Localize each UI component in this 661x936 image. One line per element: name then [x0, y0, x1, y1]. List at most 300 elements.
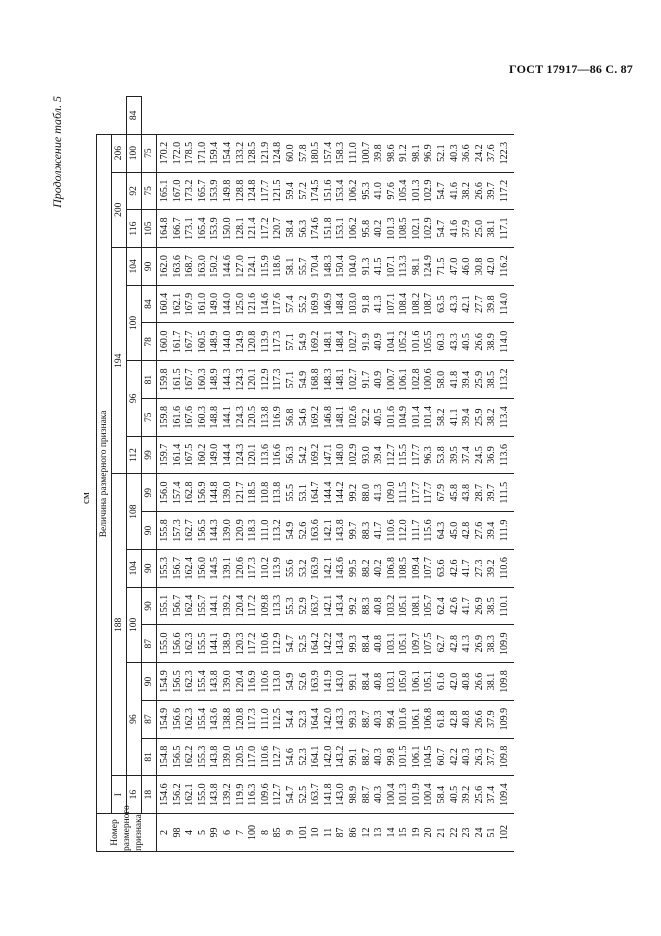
row-number: 23 — [461, 814, 474, 852]
value-cell: 36.9 — [486, 436, 499, 474]
value-cell: 109.8 — [260, 587, 273, 625]
row-number: 100 — [247, 814, 260, 852]
value-cell: 107.1 — [386, 247, 399, 285]
value-cell: 39.2 — [486, 549, 499, 587]
value-cell: 110.6 — [260, 738, 273, 776]
value-cell: 41.5 — [373, 247, 386, 285]
value-cell: 40.8 — [461, 663, 474, 701]
value-cell: 120.6 — [235, 549, 248, 587]
value-cell: 156.6 — [172, 700, 185, 738]
h3-cell: 75 — [142, 134, 157, 172]
value-cell: 42.2 — [449, 738, 462, 776]
value-cell: 40.3 — [373, 776, 386, 814]
value-cell: 112.0 — [398, 512, 411, 550]
value-cell: 162.3 — [184, 625, 197, 663]
value-cell: 88.2 — [361, 549, 374, 587]
row-number: 11 — [323, 814, 336, 852]
value-cell: 108.4 — [398, 285, 411, 323]
value-cell: 173.1 — [184, 210, 197, 248]
value-cell: 109.9 — [499, 700, 514, 738]
value-cell: 100.7 — [361, 134, 374, 172]
value-cell: 117.2 — [247, 587, 260, 625]
h1-cell: 206 — [112, 134, 127, 172]
value-cell: 43.8 — [461, 474, 474, 512]
value-cell: 169.2 — [310, 398, 323, 436]
value-cell: 96.3 — [423, 436, 436, 474]
value-cell: 42.6 — [449, 549, 462, 587]
value-cell: 164.8 — [157, 210, 172, 248]
row-number: 22 — [449, 814, 462, 852]
value-cell: 117.6 — [272, 285, 285, 323]
value-cell: 143.3 — [335, 700, 348, 738]
value-cell: 122.3 — [499, 134, 514, 172]
table-row — [386, 97, 399, 852]
value-cell: 163.6 — [172, 247, 185, 285]
value-cell: 154.4 — [222, 134, 235, 172]
value-cell: 52.1 — [436, 134, 449, 172]
row-number: 7 — [235, 814, 248, 852]
value-cell: 138.9 — [222, 625, 235, 663]
value-cell: 151.6 — [323, 172, 336, 210]
value-cell: 109.4 — [411, 549, 424, 587]
value-cell: 116.2 — [499, 247, 514, 285]
value-cell: 139.2 — [222, 587, 235, 625]
value-cell: 106.1 — [411, 663, 424, 701]
value-cell: 143.6 — [335, 549, 348, 587]
value-cell: 102.8 — [411, 361, 424, 399]
value-cell: 162.0 — [157, 247, 172, 285]
value-cell: 38.9 — [486, 323, 499, 361]
value-cell: 25.9 — [474, 361, 487, 399]
value-cell: 57.4 — [285, 285, 298, 323]
value-cell: 161.6 — [172, 398, 185, 436]
value-cell: 109.0 — [386, 474, 399, 512]
value-cell: 99.2 — [348, 474, 361, 512]
value-cell: 120.9 — [235, 512, 248, 550]
value-cell: 103.1 — [386, 625, 399, 663]
h3-cell: 87 — [142, 700, 157, 738]
value-cell: 25.6 — [474, 776, 487, 814]
value-cell: 40.5 — [461, 323, 474, 361]
value-cell: 37.9 — [461, 210, 474, 248]
value-cell: 151.8 — [323, 210, 336, 248]
value-cell: 156.5 — [172, 663, 185, 701]
value-cell: 155.3 — [197, 738, 210, 776]
row-number: 20 — [423, 814, 436, 852]
value-cell: 101.6 — [411, 323, 424, 361]
value-cell: 124.8 — [247, 172, 260, 210]
value-cell: 112.9 — [260, 361, 273, 399]
value-cell: 101.3 — [398, 776, 411, 814]
value-cell: 108.5 — [398, 549, 411, 587]
value-cell: 144.0 — [222, 285, 235, 323]
value-cell: 111.9 — [499, 512, 514, 550]
table-row — [310, 97, 323, 852]
value-cell: 139.0 — [222, 512, 235, 550]
value-cell: 37.7 — [486, 738, 499, 776]
value-cell: 88.3 — [361, 587, 374, 625]
table-row — [398, 97, 411, 852]
value-cell: 56.3 — [285, 436, 298, 474]
unit-label: см — [80, 492, 92, 504]
value-cell: 119.9 — [235, 776, 248, 814]
value-cell: 162.8 — [184, 474, 197, 512]
value-cell: 54.2 — [298, 436, 311, 474]
value-cell: 98.1 — [411, 247, 424, 285]
value-cell: 159.4 — [209, 134, 222, 172]
value-cell: 113.0 — [272, 663, 285, 701]
value-cell: 43.3 — [449, 285, 462, 323]
row-number: 5 — [197, 814, 210, 852]
value-cell: 153.9 — [209, 172, 222, 210]
value-cell: 67.9 — [436, 474, 449, 512]
value-cell: 117.7 — [411, 436, 424, 474]
value-cell: 144.4 — [222, 436, 235, 474]
table-row — [436, 97, 449, 852]
value-cell: 42.0 — [486, 247, 499, 285]
value-cell: 156.5 — [197, 512, 210, 550]
value-cell: 58.2 — [436, 398, 449, 436]
value-cell: 41.7 — [461, 587, 474, 625]
value-cell: 124.3 — [235, 398, 248, 436]
value-cell: 102.9 — [423, 210, 436, 248]
value-cell: 107.7 — [423, 549, 436, 587]
value-cell: 157.3 — [172, 512, 185, 550]
value-cell: 117.7 — [411, 474, 424, 512]
value-cell: 161.7 — [172, 323, 185, 361]
h3-cell: 90 — [142, 587, 157, 625]
value-cell: 102.9 — [423, 172, 436, 210]
value-cell: 141.8 — [323, 776, 336, 814]
value-cell: 108.5 — [398, 210, 411, 248]
value-cell: 111.0 — [348, 134, 361, 172]
value-cell: 113.9 — [260, 323, 273, 361]
row-number: 19 — [411, 814, 424, 852]
value-cell: 139.0 — [222, 738, 235, 776]
value-cell: 168.8 — [310, 361, 323, 399]
value-cell: 103.1 — [386, 663, 399, 701]
value-cell: 153.4 — [335, 172, 348, 210]
value-cell: 142.1 — [323, 587, 336, 625]
value-cell: 144.8 — [209, 474, 222, 512]
value-cell: 53.1 — [298, 474, 311, 512]
value-cell: 99.7 — [348, 512, 361, 550]
value-cell: 164.2 — [310, 625, 323, 663]
value-cell: 124.3 — [235, 436, 248, 474]
value-cell: 58.0 — [436, 361, 449, 399]
value-cell: 121.7 — [235, 474, 248, 512]
h2-cell: 108 — [127, 474, 142, 549]
h3-cell: 90 — [142, 512, 157, 550]
value-cell: 117.2 — [247, 625, 260, 663]
value-cell: 113.6 — [499, 436, 514, 474]
table-row — [486, 97, 499, 852]
value-cell: 40.8 — [373, 663, 386, 701]
value-cell: 120.1 — [247, 361, 260, 399]
value-cell: 26.3 — [474, 738, 487, 776]
value-cell: 60.7 — [436, 738, 449, 776]
value-cell: 45.0 — [449, 512, 462, 550]
value-cell: 24.2 — [474, 134, 487, 172]
value-cell: 111.5 — [499, 474, 514, 512]
value-cell: 148.4 — [335, 285, 348, 323]
value-cell: 42.6 — [449, 587, 462, 625]
value-cell: 109.8 — [499, 738, 514, 776]
value-cell: 144.1 — [209, 587, 222, 625]
value-cell: 54.9 — [285, 663, 298, 701]
value-cell: 121.9 — [260, 134, 273, 172]
value-cell: 98.6 — [386, 134, 399, 172]
value-cell: 120.7 — [272, 210, 285, 248]
value-cell: 91.2 — [398, 134, 411, 172]
value-cell: 40.3 — [461, 738, 474, 776]
value-cell: 111.0 — [260, 700, 273, 738]
value-cell: 26.6 — [474, 700, 487, 738]
value-cell: 30.8 — [474, 247, 487, 285]
h3-cell: 75 — [142, 172, 157, 210]
value-cell: 125.0 — [235, 285, 248, 323]
value-cell: 120.1 — [247, 436, 260, 474]
value-cell: 158.3 — [335, 134, 348, 172]
value-cell: 58.4 — [285, 210, 298, 248]
value-cell: 160.4 — [157, 285, 172, 323]
value-cell: 101.3 — [411, 172, 424, 210]
value-cell: 142.2 — [323, 625, 336, 663]
h3-cell: 105 — [142, 210, 157, 248]
value-cell: 155.7 — [197, 587, 210, 625]
table-row — [209, 97, 222, 852]
value-cell: 114.6 — [260, 285, 273, 323]
value-cell: 144.3 — [222, 361, 235, 399]
value-cell: 147.1 — [323, 436, 336, 474]
value-cell: 102.7 — [348, 361, 361, 399]
table-row — [461, 97, 474, 852]
value-cell: 164.4 — [310, 700, 323, 738]
value-cell: 39.4 — [486, 512, 499, 550]
value-cell: 101.6 — [398, 700, 411, 738]
value-cell: 139.2 — [222, 776, 235, 814]
value-cell: 128.1 — [235, 210, 248, 248]
value-cell: 112.5 — [272, 700, 285, 738]
rotated-table-container — [50, 92, 640, 852]
value-cell: 154.9 — [157, 700, 172, 738]
value-cell: 63.5 — [436, 285, 449, 323]
value-cell: 148.0 — [335, 436, 348, 474]
value-cell: 160.3 — [197, 398, 210, 436]
value-cell: 111.7 — [411, 512, 424, 550]
value-cell: 26.6 — [474, 663, 487, 701]
value-cell: 104.1 — [386, 323, 399, 361]
value-cell: 25.9 — [474, 398, 487, 436]
value-cell: 113.9 — [272, 549, 285, 587]
value-cell: 39.5 — [449, 436, 462, 474]
h2-cell: 84 — [127, 97, 142, 135]
value-cell: 156.0 — [197, 549, 210, 587]
value-cell: 91.9 — [361, 323, 374, 361]
table-row — [348, 97, 361, 852]
row-number: 86 — [348, 814, 361, 852]
value-cell: 41.0 — [373, 172, 386, 210]
value-cell: 114.0 — [499, 323, 514, 361]
row-number: 2 — [157, 814, 172, 852]
value-cell: 105.1 — [398, 625, 411, 663]
value-cell: 148.9 — [209, 361, 222, 399]
value-cell: 156.7 — [172, 549, 185, 587]
value-cell: 115.5 — [398, 436, 411, 474]
value-cell: 101.9 — [411, 776, 424, 814]
h3-cell: 81 — [142, 738, 157, 776]
value-cell: 58.1 — [285, 247, 298, 285]
value-cell: 113.3 — [272, 587, 285, 625]
value-cell: 150.4 — [335, 247, 348, 285]
value-cell: 91.8 — [361, 285, 374, 323]
value-cell: 162.3 — [184, 700, 197, 738]
table-row — [411, 97, 424, 852]
value-cell: 168.7 — [184, 247, 197, 285]
h1-cell: 188 — [112, 474, 127, 776]
value-cell: 124.3 — [235, 361, 248, 399]
h2-cell: 116 — [127, 210, 142, 248]
value-cell: 47.0 — [449, 247, 462, 285]
value-cell: 170.4 — [310, 247, 323, 285]
value-cell: 143.8 — [209, 738, 222, 776]
table-row — [373, 97, 386, 852]
value-cell: 142.1 — [323, 549, 336, 587]
value-cell: 159.8 — [157, 361, 172, 399]
value-cell: 39.7 — [486, 474, 499, 512]
value-cell: 166.7 — [172, 210, 185, 248]
value-cell: 41.8 — [449, 361, 462, 399]
value-cell: 120.5 — [247, 398, 260, 436]
value-cell: 121.5 — [272, 172, 285, 210]
table-row — [272, 97, 285, 852]
value-cell: 156.5 — [172, 738, 185, 776]
value-cell: 101.4 — [411, 398, 424, 436]
value-cell: 163.9 — [310, 663, 323, 701]
value-cell: 154.9 — [157, 663, 172, 701]
value-cell: 40.5 — [373, 398, 386, 436]
value-cell: 117.3 — [272, 323, 285, 361]
value-cell: 161.5 — [172, 361, 185, 399]
value-cell: 118.5 — [247, 474, 260, 512]
value-cell: 105.0 — [398, 663, 411, 701]
value-cell: 54.7 — [285, 625, 298, 663]
value-cell: 124.1 — [247, 247, 260, 285]
value-cell: 114.0 — [499, 285, 514, 323]
value-cell: 37.6 — [486, 134, 499, 172]
value-cell: 40.3 — [373, 700, 386, 738]
value-cell: 157.4 — [323, 134, 336, 172]
value-cell: 99.5 — [348, 549, 361, 587]
value-cell: 170.2 — [157, 134, 172, 172]
value-cell: 42.8 — [449, 625, 462, 663]
value-cell: 113.3 — [398, 247, 411, 285]
row-number: 98 — [172, 814, 185, 852]
value-cell: 161.0 — [197, 285, 210, 323]
value-cell: 117.2 — [260, 210, 273, 248]
value-cell: 63.6 — [436, 549, 449, 587]
value-cell: 91.3 — [361, 247, 374, 285]
value-cell: 52.3 — [298, 700, 311, 738]
value-cell: 39.2 — [461, 776, 474, 814]
value-cell: 54.7 — [285, 776, 298, 814]
value-cell: 149.0 — [209, 436, 222, 474]
value-cell: 24.5 — [474, 436, 487, 474]
value-cell: 56.3 — [298, 210, 311, 248]
value-cell: 167.0 — [172, 172, 185, 210]
value-cell: 117.0 — [247, 738, 260, 776]
value-cell: 106.1 — [411, 700, 424, 738]
value-cell: 139.1 — [222, 549, 235, 587]
h2-cell: 92 — [127, 172, 142, 210]
value-cell: 148.3 — [323, 247, 336, 285]
value-cell: 104.5 — [423, 738, 436, 776]
value-cell: 143.0 — [335, 776, 348, 814]
value-cell: 99.1 — [348, 738, 361, 776]
value-cell: 105.1 — [398, 587, 411, 625]
value-cell: 148.4 — [335, 323, 348, 361]
value-cell: 167.7 — [184, 361, 197, 399]
value-cell: 167.6 — [184, 398, 197, 436]
value-cell: 40.8 — [373, 625, 386, 663]
value-cell: 155.8 — [157, 512, 172, 550]
value-cell: 52.5 — [298, 625, 311, 663]
value-cell: 52.6 — [298, 663, 311, 701]
row-number: 6 — [222, 814, 235, 852]
value-cell: 115.6 — [423, 512, 436, 550]
value-cell: 100.7 — [386, 361, 399, 399]
value-cell: 40.9 — [373, 323, 386, 361]
value-cell: 55.7 — [298, 247, 311, 285]
row-number: 8 — [260, 814, 273, 852]
value-cell: 111.0 — [260, 512, 273, 550]
value-cell: 148.9 — [209, 323, 222, 361]
row-number: 13 — [373, 814, 386, 852]
group-header: Величина размерного признака — [97, 134, 112, 813]
value-cell: 26.6 — [474, 323, 487, 361]
value-cell: 39.7 — [486, 172, 499, 210]
value-cell: 148.1 — [335, 361, 348, 399]
value-cell: 105.4 — [398, 172, 411, 210]
h2-cell: 100 — [127, 134, 142, 172]
value-cell: 104.0 — [348, 247, 361, 285]
value-cell: 106.1 — [398, 361, 411, 399]
table-row — [235, 97, 248, 852]
table-row — [285, 97, 298, 852]
value-cell: 160.3 — [197, 361, 210, 399]
value-cell: 112.7 — [386, 436, 399, 474]
value-cell: 88.7 — [361, 776, 374, 814]
value-cell: 57.2 — [298, 172, 311, 210]
value-cell: 40.9 — [373, 361, 386, 399]
value-cell: 155.0 — [197, 776, 210, 814]
h3-cell: 84 — [142, 285, 157, 323]
value-cell: 172.0 — [172, 134, 185, 172]
value-cell: 150.0 — [222, 210, 235, 248]
value-cell: 143.4 — [335, 625, 348, 663]
value-cell: 143.8 — [209, 663, 222, 701]
value-cell: 113.8 — [260, 398, 273, 436]
value-cell: 155.5 — [197, 625, 210, 663]
h2-cell: 96 — [127, 663, 142, 776]
row-number: 14 — [386, 814, 399, 852]
value-cell: 39.8 — [373, 134, 386, 172]
table-row — [449, 97, 462, 852]
value-cell: 161.4 — [172, 436, 185, 474]
value-cell: 37.4 — [486, 776, 499, 814]
value-cell: 54.9 — [285, 512, 298, 550]
value-cell: 99.3 — [348, 625, 361, 663]
